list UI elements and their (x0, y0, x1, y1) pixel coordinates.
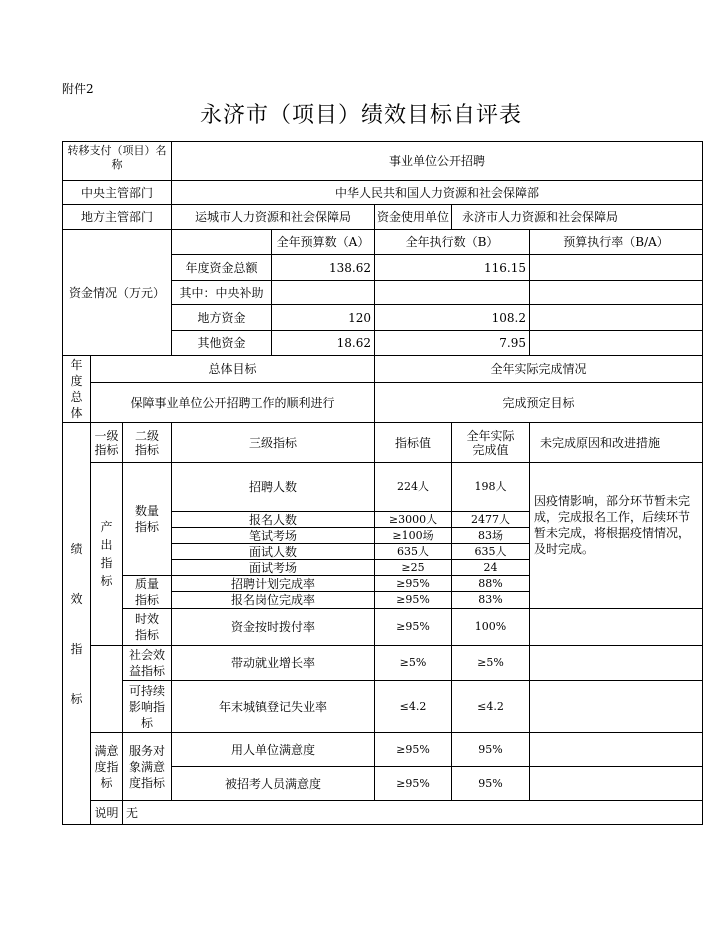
local-dept-value: 运城市人力资源和社会保障局 (172, 205, 375, 230)
h-actual: 全年实际完成值 (452, 423, 530, 463)
actual-completion-label: 全年实际完成情况 (375, 356, 703, 383)
h-level1: 一级指标 (91, 423, 123, 463)
indicator-row: 时效指标 资金按时拨付率 ≥95% 100% (63, 609, 703, 646)
reason-text: 因疫情影响，部分环节暂未完成，完成报名工作，后续环节暂未完成，将根据疫情情况，及时完成。 (530, 463, 703, 609)
quantity-label: 数量指标 (123, 463, 172, 576)
local-dept-label: 地方主管部门 (63, 205, 172, 230)
annual-goal-label: 年度总体 (63, 356, 91, 423)
social-label: 社会效益指标 (123, 646, 172, 681)
perf-label: 绩效指标 (63, 423, 91, 825)
quality-label: 质量指标 (123, 576, 172, 609)
indicator-row: 被招考人员满意度 ≥95% 95% (63, 767, 703, 801)
sustain-label: 可持续影响指标 (123, 681, 172, 733)
indicator-row: 可持续影响指标 年末城镇登记失业率 ≤4.2 ≤4.2 (63, 681, 703, 733)
satisfaction-label: 满意度指标 (91, 733, 123, 801)
funds-row: 其他资金 18.62 7.95 (63, 331, 703, 356)
h-target: 指标值 (375, 423, 452, 463)
evaluation-table (62, 141, 703, 825)
funds-col-rate: 预算执行率（B/A） (530, 230, 703, 255)
indicator-row: 面试考场 ≥25 24 (63, 560, 703, 576)
funds-row: 地方资金 120 108.2 (63, 305, 703, 331)
benefit-label (91, 646, 123, 733)
project-name-value: 事业单位公开招聘 (172, 142, 703, 181)
h-level3: 三级指标 (172, 423, 375, 463)
fund-user-value: 永济市人力资源和社会保障局 (452, 205, 703, 230)
funds-row: 年度资金总额 138.62 116.15 (63, 255, 703, 281)
overall-goal-value: 保障事业单位公开招聘工作的顺利进行 (91, 383, 375, 423)
service-label: 服务对象满意度指标 (123, 733, 172, 801)
funds-col-budget: 全年预算数（A） (272, 230, 375, 255)
h-level2: 二级指标 (123, 423, 172, 463)
timely-label: 时效指标 (123, 609, 172, 646)
h-reason: 未完成原因和改进措施 (530, 423, 703, 463)
funds-label: 资金情况（万元） (63, 230, 172, 356)
actual-completion-value: 完成预定目标 (375, 383, 703, 423)
indicator-row: 笔试考场 ≥100场 83场 (63, 528, 703, 544)
note-value: 无 (123, 801, 703, 825)
page-title: 永济市（项目）绩效目标自评表 (200, 103, 523, 128)
output-label: 产出指标 (91, 463, 123, 646)
indicator-row: 面试人数 635人 635人 (63, 544, 703, 560)
indicator-row: 质量指标 招聘计划完成率 ≥95% 88% (63, 576, 703, 592)
fund-user-label: 资金使用单位 (375, 205, 452, 230)
funds-col-exec: 全年执行数（B） (375, 230, 530, 255)
indicator-row: 满意度指标 服务对象满意度指标 用人单位满意度 ≥95% 95% (63, 733, 703, 767)
note-label: 说明 (91, 801, 123, 825)
overall-goal-label: 总体目标 (91, 356, 375, 383)
indicator-row: 报名岗位完成率 ≥95% 83% (63, 592, 703, 609)
central-dept-label: 中央主管部门 (63, 181, 172, 205)
indicator-row: 社会效益指标 带动就业增长率 ≥5% ≥5% (63, 646, 703, 681)
funds-row: 其中：中央补助 (63, 281, 703, 305)
annex-label: 附件2 (62, 82, 94, 96)
project-name-label: 转移支付（项目）名称 (63, 142, 172, 181)
central-dept-value: 中华人民共和国人力资源和社会保障部 (172, 181, 703, 205)
indicator-row: 产出指标 数量指标 招聘人数 224人 198人 因疫情影响，部分环节暂未完成，完成报名工作，后续环节暂未完成，将根据疫情情况，及时完成。 (63, 463, 703, 512)
indicator-row: 报名人数 ≥3000人 2477人 (63, 512, 703, 528)
evaluation-sheet (62, 141, 691, 827)
